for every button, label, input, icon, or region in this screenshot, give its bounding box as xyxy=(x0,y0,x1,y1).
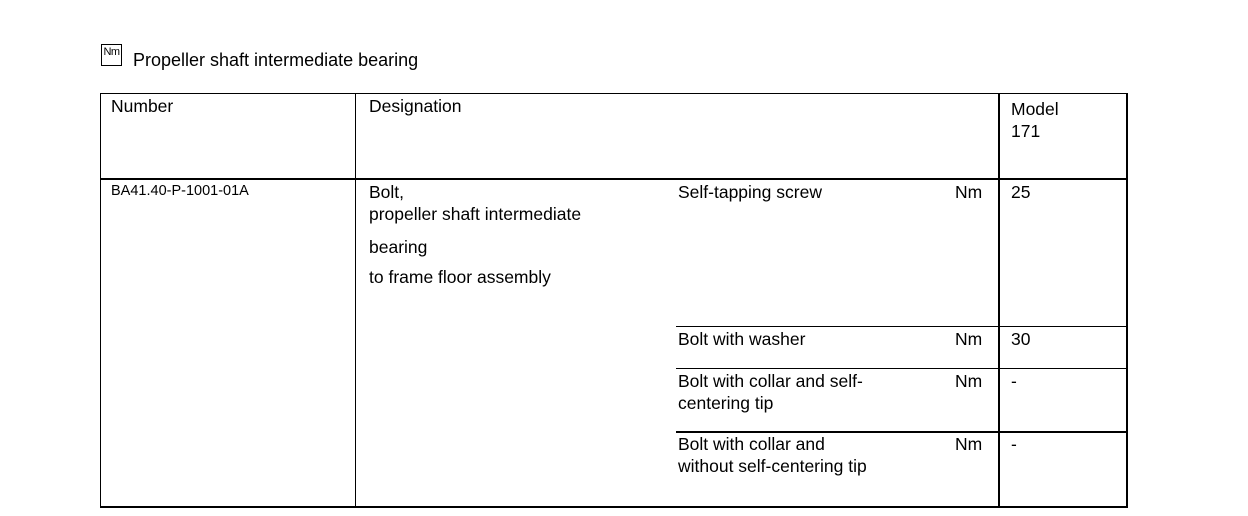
variant-designation xyxy=(678,370,863,414)
torque-table xyxy=(100,93,1128,508)
table-border-bottom xyxy=(100,506,1128,508)
table-border-top xyxy=(100,93,1128,94)
variant-designation: Self-tapping screw xyxy=(678,182,822,202)
section-title: Propeller shaft intermediate bearing xyxy=(133,50,419,70)
row-designation xyxy=(369,181,581,288)
header-designation: Designation xyxy=(369,96,462,116)
header-number: Number xyxy=(111,96,174,116)
designation-line: bearing xyxy=(369,237,428,257)
variant-line: without self-centering tip xyxy=(678,456,867,476)
variant-designation: Bolt with washer xyxy=(678,329,806,349)
column-divider-number xyxy=(355,93,356,508)
variant-line: Bolt with collar and self- xyxy=(678,371,863,391)
row-number: BA41.40-P-1001-01A xyxy=(111,183,249,199)
table-border-right xyxy=(1126,93,1128,508)
header-model-label: Model xyxy=(1011,99,1059,119)
variant-designation xyxy=(678,433,867,477)
variant-line: Bolt with collar and xyxy=(678,434,825,454)
section-heading xyxy=(101,44,418,71)
header-model-number: 171 xyxy=(1011,121,1041,141)
variant-value: - xyxy=(1011,434,1017,454)
header-model xyxy=(1011,98,1059,142)
variant-value: 25 xyxy=(1011,182,1031,202)
designation-line: propeller shaft intermediate xyxy=(369,204,582,224)
column-divider-model xyxy=(998,93,1000,508)
variant-value: 30 xyxy=(1011,329,1031,349)
designation-line: to frame floor assembly xyxy=(369,267,551,287)
designation-line: Bolt, xyxy=(369,182,405,202)
variant-value: - xyxy=(1011,371,1017,391)
torque-nm-icon: Nm xyxy=(101,44,122,66)
variant-unit: Nm xyxy=(955,182,983,202)
variant-divider-1 xyxy=(676,326,1128,327)
header-divider xyxy=(100,178,1128,180)
variant-unit: Nm xyxy=(955,329,983,349)
variant-unit: Nm xyxy=(955,371,983,391)
variant-unit: Nm xyxy=(955,434,983,454)
variant-line: centering tip xyxy=(678,393,774,413)
table-border-left xyxy=(100,93,101,508)
variant-divider-2 xyxy=(676,368,1128,369)
